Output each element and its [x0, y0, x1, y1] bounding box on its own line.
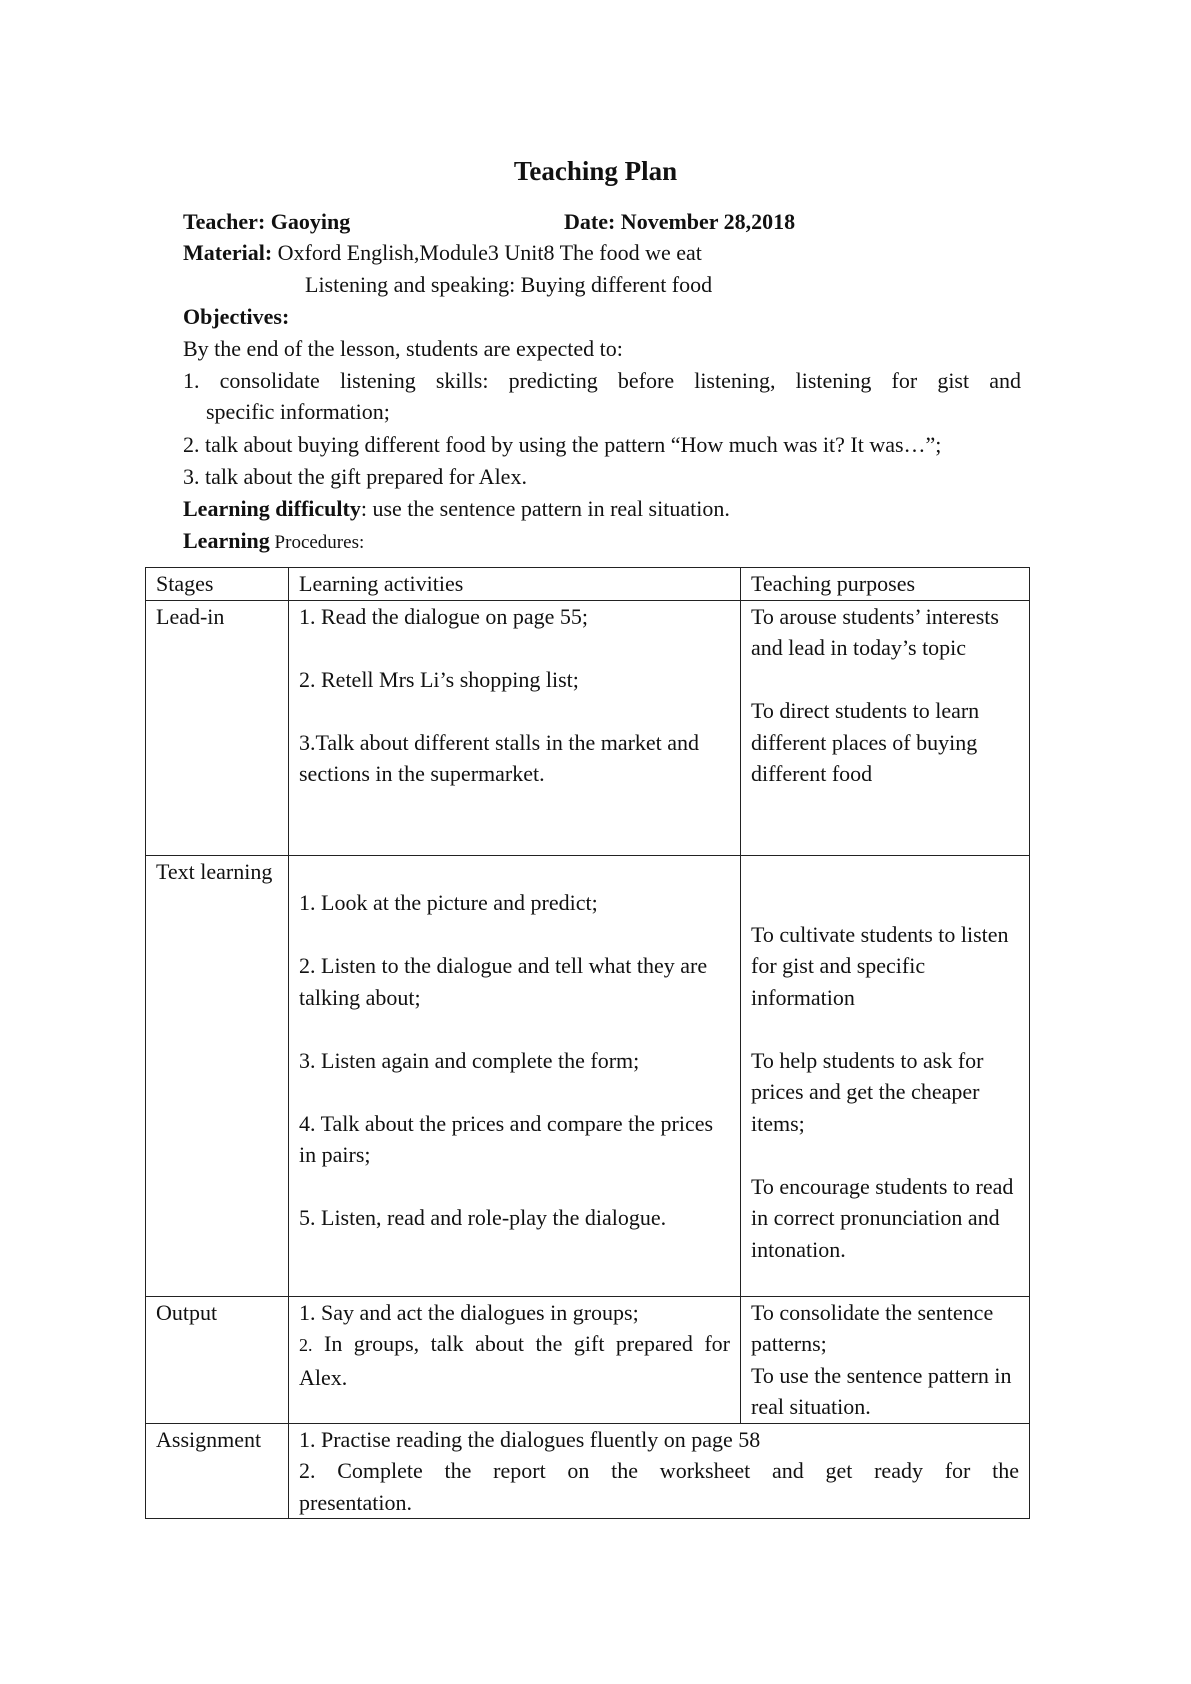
purpose-item: To arouse students’ interests and lead in today’s topic — [751, 603, 999, 660]
assignment-item-continued: presentation. — [299, 1489, 413, 1515]
activity-item: 3. Listen again and complete the form; — [299, 1047, 640, 1073]
purpose-item: To use the sentence pattern in real situation. — [751, 1362, 1012, 1419]
procedures-label-rest: Procedures: — [269, 532, 365, 553]
header-stages: Stages — [146, 568, 289, 601]
activity-item: 2. Listen to the dialogue and tell what they are talking about; — [299, 953, 708, 1010]
activity-item — [299, 1328, 730, 1393]
activity-item: 2. Retell Mrs Li’s shopping list; — [299, 666, 579, 692]
assignment-item: 1. Practise reading the dialogues fluently on page 58 — [299, 1426, 761, 1452]
procedures-table — [145, 567, 1030, 1519]
objectives-intro: By the end of the lesson, students are expected to: — [183, 336, 623, 361]
assignment-cell — [289, 1423, 1030, 1519]
purpose-item: To cultivate students to listen for gist and specific information — [751, 921, 1009, 1010]
activity-item: 1. Say and act the dialogues in groups; — [299, 1299, 639, 1325]
purpose-item: To consolidate the sentence patterns; — [751, 1299, 994, 1356]
activity-item: 1. Look at the picture and predict; — [299, 890, 598, 915]
activities-cell — [289, 600, 741, 855]
activity-item: 3.Talk about different stalls in the market and sections in the supermarket. — [299, 729, 700, 786]
header-teaching-purposes: Teaching purposes — [741, 568, 1030, 601]
objectives-heading: Objectives: — [183, 304, 290, 329]
material-subline: Listening and speaking: Buying different food — [305, 272, 713, 297]
learning-difficulty-text: : use the sentence pattern in real situation. — [360, 496, 730, 521]
header-learning-activities: Learning activities — [289, 568, 741, 601]
learning-procedures-heading — [183, 525, 364, 558]
stage-cell: Assignment — [146, 1423, 289, 1519]
table-row — [146, 600, 1030, 855]
objective-item-3: 3. talk about the gift prepared for Alex. — [183, 464, 527, 489]
activities-cell — [289, 1296, 741, 1423]
material-text: Oxford English,Module3 Unit8 The food we eat — [277, 240, 702, 265]
procedures-label-bold: Learning — [183, 528, 270, 553]
objective-item-1 — [183, 365, 1021, 427]
page-title: Teaching Plan — [513, 156, 678, 186]
stage-cell: Text learning — [146, 855, 289, 1296]
table-row — [146, 1423, 1030, 1519]
objective-item-1-line-2: specific information; — [206, 399, 390, 424]
activity-text: In groups, talk about the gift prepared for Alex. — [299, 1331, 730, 1390]
table-row — [146, 1296, 1030, 1423]
assignment-item: 2. Complete the report on the worksheet and get ready for the — [299, 1458, 1019, 1483]
purposes-cell — [741, 855, 1030, 1296]
activity-item: 1. Read the dialogue on page 55; — [299, 603, 588, 629]
table-header-row — [146, 568, 1030, 601]
purpose-item: To encourage students to read in correct pronunciation and intonation. — [751, 1173, 1014, 1262]
activity-item: 4. Talk about the prices and compare the prices in pairs; — [299, 1110, 714, 1167]
teacher-label: Teacher: Gaoying — [183, 209, 351, 234]
purposes-cell — [741, 1296, 1030, 1423]
material-line — [183, 237, 702, 268]
activity-item: 5. Listen, read and role-play the dialogue. — [299, 1205, 667, 1230]
purposes-cell — [741, 600, 1030, 855]
learning-difficulty — [183, 493, 730, 524]
activities-cell — [289, 855, 741, 1296]
purpose-item: To direct students to learn different places of buying different food — [751, 698, 980, 786]
objective-item-2: 2. talk about buying different food by using the pattern “How much was it? It was…”; — [183, 432, 942, 457]
date-label: Date: November 28,2018 — [564, 209, 796, 234]
stage-cell: Lead-in — [146, 600, 289, 855]
stage-cell: Output — [146, 1296, 289, 1423]
material-label: Material: — [183, 240, 273, 265]
table-row — [146, 855, 1030, 1296]
activity-number: 2. — [299, 1335, 313, 1355]
purpose-item: To help students to ask for prices and get the cheaper items; — [751, 1047, 984, 1136]
objective-item-1-line-1: 1. consolidate listening skills: predicting before listening, listening for gist and — [183, 368, 1021, 393]
learning-difficulty-label: Learning difficulty — [183, 496, 361, 521]
